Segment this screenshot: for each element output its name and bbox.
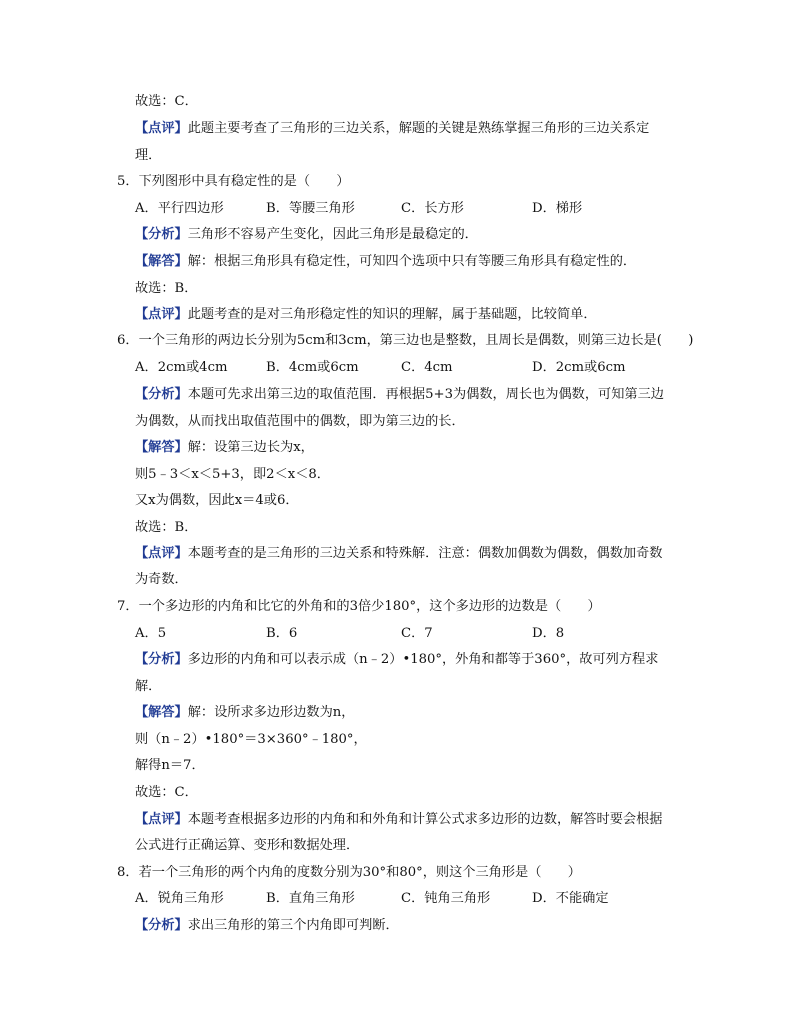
q5-choose: 故选：B． bbox=[135, 281, 198, 296]
q6-analysis-line1 bbox=[135, 386, 664, 404]
answer-tag: 【解答】 bbox=[135, 254, 188, 269]
q6-analysis-line2: 为偶数，从而找出取值范围中的偶数，即为第三边的长． bbox=[135, 414, 465, 429]
q5-option-d: D．梯形 bbox=[532, 201, 583, 216]
q5-analysis bbox=[135, 226, 478, 244]
q6-answer-line3: 又x为偶数，因此x＝4或6． bbox=[135, 493, 299, 508]
q7-review-line2: 公式进行正确运算、变形和数据处理． bbox=[135, 838, 360, 853]
q8-option-b: B．直角三角形 bbox=[266, 891, 355, 906]
q7-choose: 故选：C． bbox=[135, 785, 198, 800]
review-tag: 【点评】 bbox=[135, 812, 188, 827]
answer-tag: 【解答】 bbox=[135, 440, 188, 455]
q5-option-a: A．平行四边形 bbox=[135, 201, 224, 216]
q5-option-b: B．等腰三角形 bbox=[266, 201, 355, 216]
review-tag: 【点评】 bbox=[135, 307, 188, 322]
q8-option-a: A．锐角三角形 bbox=[135, 891, 224, 906]
q6-option-b: B．4cm或6cm bbox=[266, 360, 359, 375]
q7-review-text: 本题考查根据多边形的内角和和外角和计算公式求多边形的边数，解答时要会根据 bbox=[187, 812, 663, 827]
q8-stem: 8．若一个三角形的两个内角的度数分别为30°和80°，则这个三角形是（ ） bbox=[117, 865, 581, 880]
q6-option-c: C．4cm bbox=[401, 360, 453, 375]
q7-review-line1 bbox=[135, 811, 663, 829]
analysis-tag: 【分析】 bbox=[135, 652, 188, 667]
q5-answer-text: 解：根据三角形具有稳定性，可知四个选项中只有等腰三角形具有稳定性的． bbox=[187, 254, 637, 269]
q7-stem: 7．一个多边形的内角和比它的外角和的3倍少180°，这个多边形的边数是（ ） bbox=[117, 599, 601, 614]
q6-answer-line2: 则5﹣3＜x＜5+3，即2＜x＜8． bbox=[135, 467, 330, 482]
q8-analysis-text: 求出三角形的第三个内角即可判断． bbox=[187, 918, 399, 933]
q6-analysis-text: 本题可先求出第三边的取值范围．再根据5+3为偶数，周长也为偶数，可知第三边 bbox=[187, 387, 664, 402]
q6-review-line2: 为奇数． bbox=[135, 572, 188, 587]
q6-option-d: D．2cm或6cm bbox=[532, 360, 626, 375]
q7-option-b: B．6 bbox=[266, 626, 298, 641]
q7-analysis-line1 bbox=[135, 651, 658, 669]
q6-choose: 故选：B． bbox=[135, 520, 198, 535]
q7-option-d: D．8 bbox=[532, 626, 565, 641]
q5-review bbox=[135, 306, 597, 324]
q4-review-line2: 理． bbox=[135, 148, 162, 163]
q6-review-text: 本题考查的是三角形的三边关系和特殊解．注意：偶数加偶数为偶数，偶数加奇数 bbox=[187, 546, 663, 561]
q5-analysis-text: 三角形不容易产生变化，因此三角形是最稳定的． bbox=[187, 227, 478, 242]
analysis-tag: 【分析】 bbox=[135, 918, 188, 933]
q4-review-line1 bbox=[135, 120, 649, 138]
analysis-tag: 【分析】 bbox=[135, 387, 188, 402]
review-tag: 【点评】 bbox=[135, 121, 188, 136]
q7-option-a: A．5 bbox=[135, 626, 167, 641]
q7-option-c: C．7 bbox=[401, 626, 433, 641]
q6-answer-text: 解：设第三边长为x， bbox=[187, 440, 314, 455]
q8-analysis bbox=[135, 917, 399, 935]
answer-tag: 【解答】 bbox=[135, 705, 188, 720]
q6-stem: 6．一个三角形的两边长分别为5cm和3cm，第三边也是整数，且周长是偶数，则第三边长是( ) bbox=[117, 333, 694, 348]
analysis-tag: 【分析】 bbox=[135, 227, 188, 242]
q5-option-c: C．长方形 bbox=[401, 201, 464, 216]
q7-answer-line3: 解得n＝7． bbox=[135, 758, 205, 773]
q6-review-line1 bbox=[135, 545, 663, 563]
q7-analysis-line2: 解． bbox=[135, 679, 162, 694]
q8-option-d: D．不能确定 bbox=[532, 891, 609, 906]
q5-review-text: 此题考查的是对三角形稳定性的知识的理解，属于基础题，比较简单． bbox=[187, 307, 597, 322]
q6-answer-line1 bbox=[135, 439, 314, 457]
q4-review-text: 此题主要考查了三角形的三边关系，解题的关键是熟练掌握三角形的三边关系定 bbox=[187, 121, 650, 136]
q5-stem: 5．下列图形中具有稳定性的是（ ） bbox=[117, 174, 350, 189]
q7-answer-text: 解：设所求多边形边数为n， bbox=[187, 705, 355, 720]
q7-answer-line2: 则（n﹣2）•180°＝3×360°﹣180°， bbox=[135, 732, 367, 747]
q5-answer bbox=[135, 253, 636, 271]
q6-option-a: A．2cm或4cm bbox=[135, 360, 228, 375]
q4-choose: 故选：C． bbox=[135, 94, 198, 109]
q8-option-c: C．钝角三角形 bbox=[401, 891, 491, 906]
review-tag: 【点评】 bbox=[135, 546, 188, 561]
q7-answer-line1 bbox=[135, 704, 355, 722]
q7-analysis-text: 多边形的内角和可以表示成（n﹣2）•180°，外角和都等于360°，故可列方程求 bbox=[187, 652, 659, 667]
